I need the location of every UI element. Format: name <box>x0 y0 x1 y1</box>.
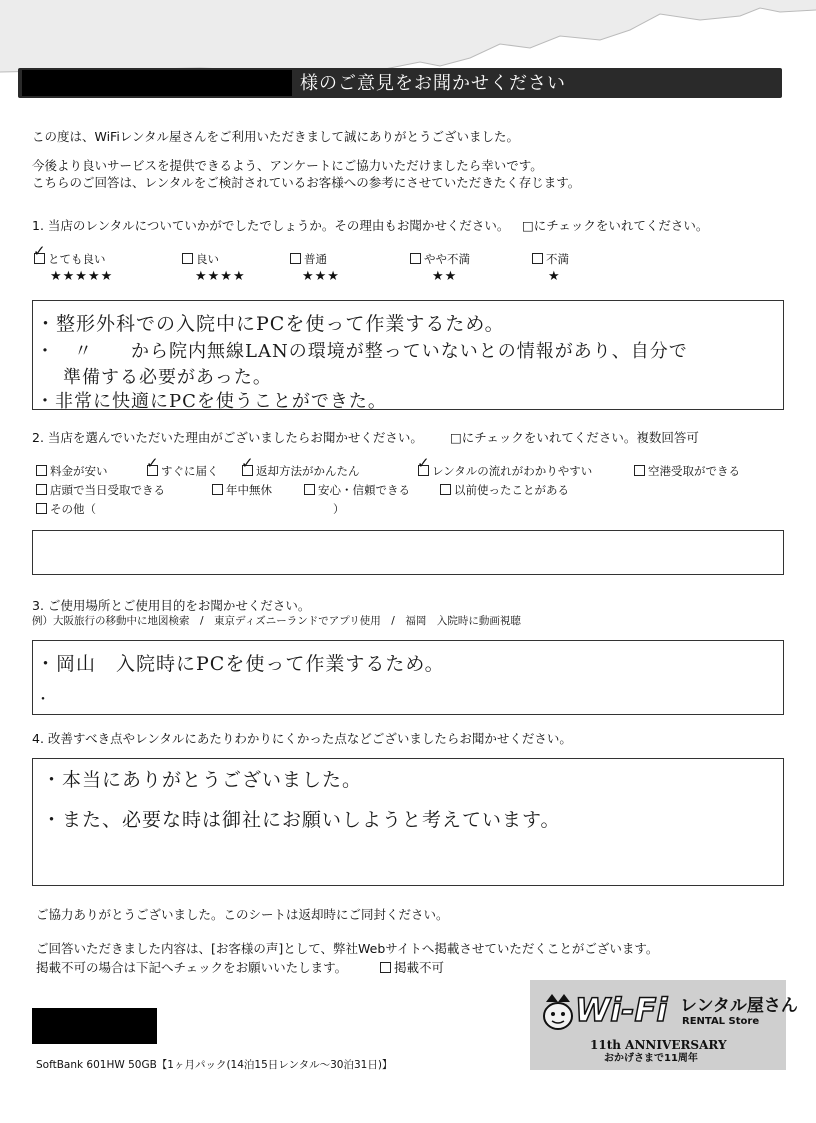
footer-thanks: ご協力ありがとうございました。このシートは返却時にご同封ください。 <box>36 907 449 922</box>
q2-option-trust[interactable] <box>304 483 410 498</box>
q2-option-other[interactable] <box>36 502 96 517</box>
logo-rental-text: レンタル屋さん <box>680 996 798 1016</box>
page-title: 様のご意見をお聞かせください <box>300 73 566 94</box>
q1-text: 1. 当店のレンタルについていかがでしたでしょうか。その理由もお聞かせください。 <box>32 218 510 233</box>
option-label: 安心・信頼できる <box>318 483 410 497</box>
footer-publish-1: ご回答いただきました内容は、[お客様の声]として、弊社Webサイトへ掲載させていただくことがございます。 <box>36 941 659 956</box>
checkbox-icon[interactable] <box>410 253 421 264</box>
checkbox-icon[interactable] <box>634 465 645 476</box>
option-label: 店頭で当日受取できる <box>50 483 165 497</box>
q1-answer-line-4: ・非常に快適にPCを使うことができた。 <box>36 391 387 412</box>
q4-text: 4. 改善すべき点やレンタルにあたりわかりにくかった点などございましたらお聞かせください。 <box>32 731 572 746</box>
redaction-customer <box>32 1008 157 1044</box>
q2-other-close: ） <box>333 502 345 516</box>
option-label: 普通 <box>304 252 327 266</box>
option-label: 料金が安い <box>50 464 108 478</box>
logo-subtitle-text: おかげさまで11周年 <box>604 1053 698 1064</box>
checkbox-icon[interactable] <box>417 454 430 476</box>
option-label: とても良い <box>48 252 106 266</box>
intro-line-3: こちらのご回答は、レンタルをご検討されているお客様への参考にさせていただきたく存じます。 <box>32 175 581 190</box>
q1-option-good[interactable] <box>182 252 219 267</box>
checkbox-icon[interactable] <box>212 484 223 495</box>
check-mark-icon: ✓ <box>33 242 46 260</box>
q1-answer-line-3: 準備する必要があった。 <box>44 367 272 388</box>
mascot-icon <box>540 992 576 1032</box>
q3-text: 3. ご使用場所とご使用目的をお聞かせください。 <box>32 598 311 613</box>
q2-option-clear-flow[interactable] <box>417 454 593 479</box>
option-label: 返却方法がかんたん <box>256 464 360 478</box>
plan-info: SoftBank 601HW 50GB【1ヶ月パック(14泊15日レンタル～30泊31日)】 <box>36 1059 393 1071</box>
check-mark-icon: ✓ <box>146 454 159 472</box>
option-label: やや不満 <box>424 252 470 266</box>
q2-option-fast-delivery[interactable] <box>146 454 219 479</box>
q1-option-bad[interactable] <box>532 252 569 267</box>
option-label: 以前使ったことがある <box>454 483 569 497</box>
option-label: 空港受取ができる <box>648 464 740 478</box>
checkbox-icon[interactable] <box>380 962 391 973</box>
checkbox-icon[interactable] <box>241 454 254 476</box>
q4-answer-line-2: ・また、必要な時は御社にお願いしようと考えています。 <box>42 809 561 831</box>
checkbox-icon[interactable] <box>290 253 301 264</box>
checkbox-icon[interactable] <box>36 465 47 476</box>
q1-option-slightly-bad[interactable] <box>410 252 470 267</box>
no-publish-option[interactable] <box>380 960 444 976</box>
logo-anniversary-text: 11th ANNIVERSARY <box>590 1038 727 1052</box>
q1-answer-line-1: ・整形外科での入院中にPCを使って作業するため。 <box>36 313 505 335</box>
checkbox-icon[interactable] <box>440 484 451 495</box>
q1-stars-3: ★★★ <box>302 269 340 284</box>
intro-line-2: 今後より良いサービスを提供できるよう、アンケートにご協力いただけましたら幸いです。 <box>32 158 543 173</box>
q1-option-normal[interactable] <box>290 252 327 267</box>
q1-note: □にチェックをいれてください。 <box>522 218 709 233</box>
q1-stars-4: ★★★★ <box>195 269 246 284</box>
q2-option-used-before[interactable] <box>440 483 569 498</box>
checkbox-icon[interactable] <box>33 242 46 264</box>
check-mark-icon: ✓ <box>417 454 430 472</box>
q2-option-store-pickup[interactable] <box>36 483 165 498</box>
checkbox-icon[interactable] <box>532 253 543 264</box>
option-label: 掲載不可 <box>394 960 445 975</box>
q2-note: □にチェックをいれてください。複数回答可 <box>450 430 699 445</box>
q2-option-open-all-year[interactable] <box>212 483 272 498</box>
checkbox-icon[interactable] <box>36 503 47 514</box>
q3-answer-line-1: ・岡山 入院時にPCを使って作業するため。 <box>36 653 445 675</box>
checkbox-icon[interactable] <box>36 484 47 495</box>
logo-wifi-text: Wi-Fi <box>575 991 668 1029</box>
q1-option-very-good[interactable] <box>33 242 106 267</box>
q4-answer-line-1: ・本当にありがとうございました。 <box>42 769 363 791</box>
check-mark-icon: ✓ <box>241 454 254 472</box>
option-label: 良い <box>196 252 219 266</box>
q1-stars-2: ★★ <box>432 269 458 284</box>
option-label: その他（ <box>50 502 96 516</box>
q2-option-cheap[interactable] <box>36 464 108 479</box>
q1-stars-5: ★★★★★ <box>50 269 114 284</box>
footer-publish-2: 掲載不可の場合は下記へチェックをお願いいたします。 <box>36 960 348 975</box>
q2-text: 2. 当店を選んでいただいた理由がございましたらお聞かせください。 <box>32 430 423 445</box>
q2-answer-box[interactable] <box>32 530 784 575</box>
checkbox-icon[interactable] <box>304 484 315 495</box>
q2-option-airport[interactable] <box>634 464 740 479</box>
q1-stars-1: ★ <box>548 269 561 284</box>
option-label: レンタルの流れがわかりやすい <box>432 464 593 478</box>
option-label: すぐに届く <box>161 464 219 478</box>
q1-answer-line-2: ・ 〃 から院内無線LANの環境が整っていないとの情報があり、自分で <box>36 341 688 362</box>
option-label: 不満 <box>546 252 569 266</box>
q3-example: 例）大阪旅行の移動中に地図検索 / 東京ディズニーランドでアプリ使用 / 福岡 入院時に動画視聴 <box>32 615 521 627</box>
intro-line-1: この度は、WiFiレンタル屋さんをご利用いただきまして誠にありがとうございました。 <box>32 129 520 144</box>
q3-answer-line-2: ・ <box>36 692 51 708</box>
logo-store-text: RENTAL Store <box>682 1016 760 1027</box>
option-label: 年中無休 <box>226 483 272 497</box>
q2-option-easy-return[interactable] <box>241 454 360 479</box>
checkbox-icon[interactable] <box>146 454 159 476</box>
redaction-name <box>22 70 292 96</box>
checkbox-icon[interactable] <box>182 253 193 264</box>
